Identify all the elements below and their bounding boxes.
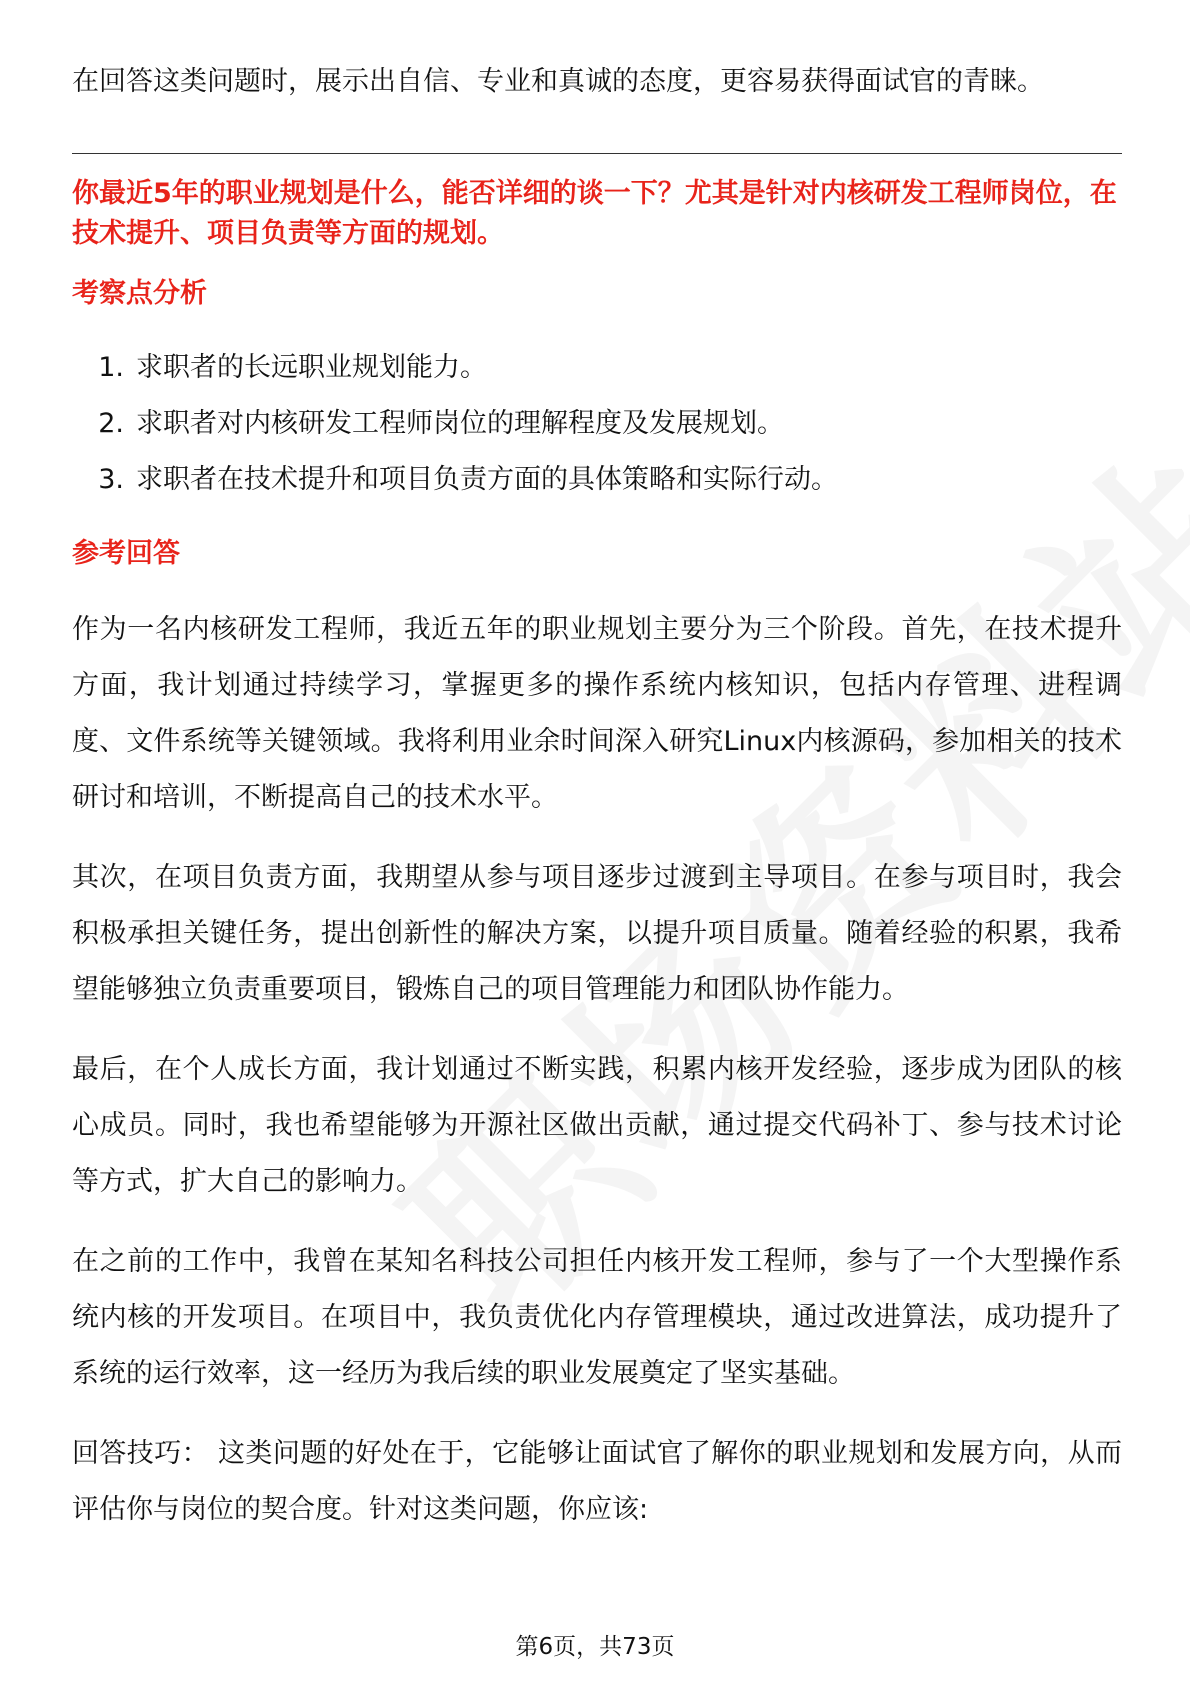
- answer-tips-paragraph: 回答技巧： 这类问题的好处在于，它能够让面试官了解你的职业规划和发展方向，从而评估你与岗位的契合度。针对这类问题，你应该:: [72, 1438, 1122, 1525]
- page-footer: 第6页，共73页: [515, 1634, 675, 1660]
- answer-paragraph: 作为一名内核研发工程师，我近五年的职业规划主要分为三个阶段。首先，在技术提升方面，我计划通过持续学习，掌握更多的操作系统内核知识，包括内存管理、进程调度、文件系统等关键领域。我将利用业余时间深入研究Linux内核源码，参加相关的技术研讨和培训，不断提高自己的技术水平。: [72, 614, 1122, 813]
- list-number: 3.: [98, 464, 124, 495]
- list-number: 1.: [98, 352, 124, 383]
- answer-paragraph: 最后，在个人成长方面，我计划通过不断实践，积累内核开发经验，逐步成为团队的核心成员。同时，我也希望能够为开源社区做出贡献，通过提交代码补丁、参与技术讨论等方式，扩大自己的影响力。: [72, 1054, 1122, 1197]
- question-heading: 你最近5年的职业规划是什么，能否详细的谈一下？尤其是针对内核研发工程师岗位，在技术提升、项目负责等方面的规划。: [72, 178, 1117, 249]
- intro-text: 在回答这类问题时，展示出自信、专业和真诚的态度，更容易获得面试官的青睐。: [72, 66, 1044, 97]
- answer-paragraph: 其次，在项目负责方面，我期望从参与项目逐步过渡到主导项目。在参与项目时，我会积极承担关键任务，提出创新性的解决方案，以提升项目质量。随着经验的积累，我希望能够独立负责重要项目，锻炼自己的项目管理能力和团队协作能力。: [72, 862, 1122, 1005]
- analysis-title: 考察点分析: [72, 278, 207, 309]
- analysis-points-list: [72, 340, 1122, 508]
- list-text: 求职者在技术提升和项目负责方面的具体策略和实际行动。: [136, 464, 838, 495]
- list-text: 求职者对内核研发工程师岗位的理解程度及发展规划。: [136, 408, 784, 439]
- answer-paragraph: 在之前的工作中，我曾在某知名科技公司担任内核开发工程师，参与了一个大型操作系统内核的开发项目。在项目中，我负责优化内存管理模块，通过改进算法，成功提升了系统的运行效率，这一经历为我后续的职业发展奠定了坚实基础。: [72, 1246, 1122, 1389]
- list-item: [72, 396, 1122, 452]
- list-item: [72, 340, 1122, 396]
- answer-title: 参考回答: [72, 538, 180, 569]
- page-content: [72, 55, 1122, 1538]
- section-divider: [72, 153, 1122, 154]
- list-text: 求职者的长远职业规划能力。: [136, 352, 487, 383]
- list-number: 2.: [98, 408, 124, 439]
- list-item: [72, 452, 1122, 508]
